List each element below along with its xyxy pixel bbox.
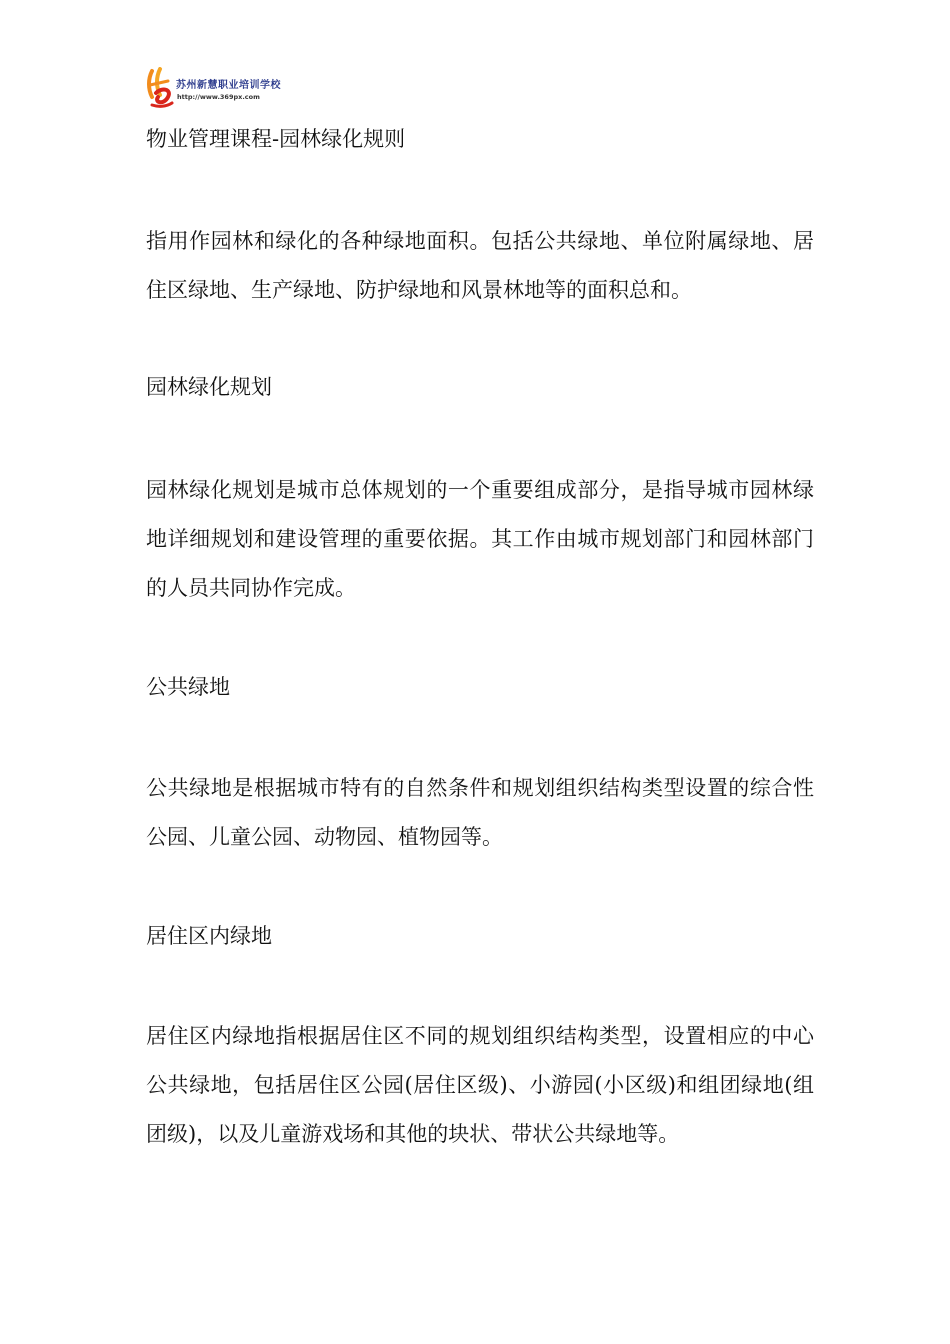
section-heading-residential-green: 居住区内绿地 bbox=[146, 924, 272, 948]
logo-school-name: 苏州新慧职业培训学校 bbox=[176, 80, 281, 91]
section-heading-public-green: 公共绿地 bbox=[146, 675, 230, 699]
logo-mark-icon bbox=[146, 67, 174, 109]
school-logo bbox=[146, 67, 286, 111]
section-body-public-green: 公共绿地是根据城市特有的自然条件和规划组织结构类型设置的综合性公园、儿童公园、动物园、植物园等。 bbox=[146, 776, 814, 849]
document-title: 物业管理课程-园林绿化规则 bbox=[146, 127, 406, 151]
logo-website-url: http://www.369px.com bbox=[177, 93, 260, 101]
intro-paragraph: 指用作园林和绿化的各种绿地面积。包括公共绿地、单位附属绿地、居住区绿地、生产绿地、防护绿地和风景林地等的面积总和。 bbox=[146, 229, 814, 302]
section-body-residential-green: 居住区内绿地指根据居住区不同的规划组织结构类型，设置相应的中心公共绿地，包括居住区公园(居住区级)、小游园(小区级)和组团绿地(组团级)，以及儿童游戏场和其他的块状、带状公共绿地等。 bbox=[146, 1024, 814, 1146]
section-heading-greening-plan: 园林绿化规划 bbox=[146, 375, 272, 399]
section-body-greening-plan: 园林绿化规划是城市总体规划的一个重要组成部分，是指导城市园林绿地详细规划和建设管理的重要依据。其工作由城市规划部门和园林部门的人员共同协作完成。 bbox=[146, 478, 814, 600]
